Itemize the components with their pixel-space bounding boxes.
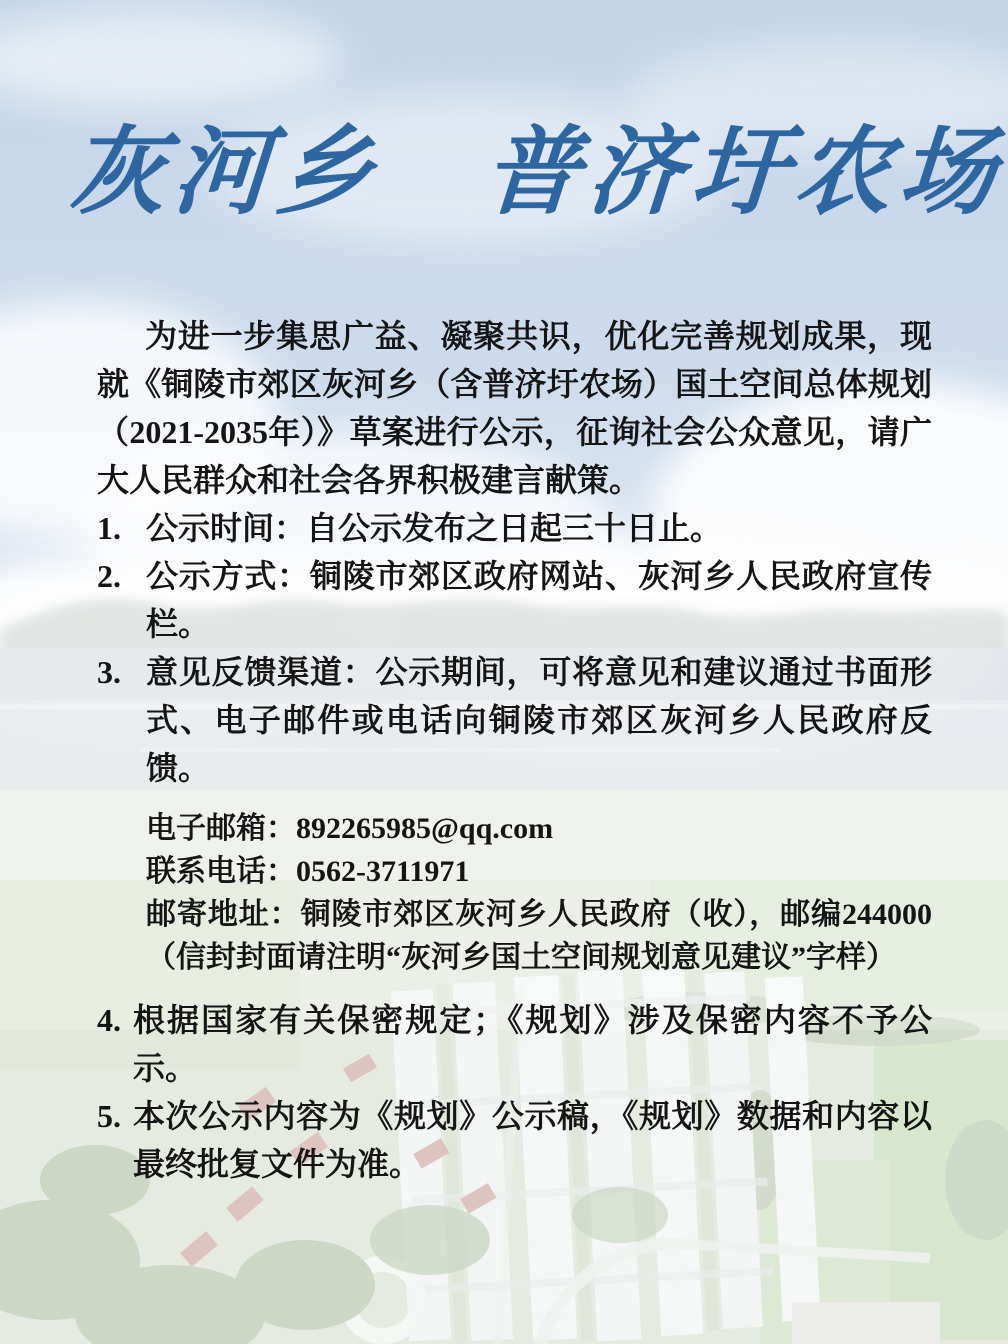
- list-item-1-number: 1.: [97, 510, 121, 546]
- email-line: [146, 807, 932, 850]
- phone-value: 0562-3711971: [296, 855, 470, 888]
- list-item-1: [97, 504, 932, 552]
- list-item-2-text: 公示方式：铜陵市郊区政府网站、灰河乡人民政府宣传栏。: [146, 558, 932, 642]
- list-item-4: [97, 996, 932, 1092]
- list-item-2-number: 2.: [97, 558, 121, 594]
- list-item-1-text: 公示时间：自公示发布之日起三十日止。: [146, 510, 723, 546]
- list-item-5: [97, 1092, 932, 1188]
- email-value: 892265985@qq.com: [296, 812, 554, 845]
- list-item-5-number: 5.: [97, 1098, 121, 1134]
- page-title: 灰河乡 普济圩农场: [65, 119, 1007, 226]
- address-value: 铜陵市郊区灰河乡人民政府（收），邮编244000（信封封面请注明“灰河乡国土空间规划意见建议”字样）: [146, 898, 933, 974]
- phone-label: 联系电话：: [146, 855, 296, 888]
- address-label: 邮寄地址：: [146, 898, 301, 931]
- list-item-3-text: 意见反馈渠道：公示期间，可将意见和建议通过书面形式、电子邮件或电话向铜陵市郊区灰河乡人民政府反馈。: [146, 654, 932, 786]
- contact-info: [146, 807, 932, 979]
- notice-body: [97, 312, 932, 1188]
- list-item-3: [97, 648, 932, 792]
- list-item-5-text: 本次公示内容为《规划》公示稿，《规划》数据和内容以最终批复文件为准。: [133, 1098, 932, 1182]
- email-label: 电子邮箱：: [146, 812, 296, 845]
- address-line: [146, 893, 932, 979]
- list-item-2: [97, 552, 932, 648]
- phone-line: [146, 850, 932, 893]
- list-item-3-number: 3.: [97, 654, 121, 690]
- intro-paragraph: 为进一步集思广益、凝聚共识，优化完善规划成果，现就《铜陵市郊区灰河乡（含普济圩农场）国土空间总体规划（2021-2035年）》草案进行公示，征询社会公众意见，请广大人民群众和社会各界积极建言献策。: [97, 318, 932, 498]
- list-item-4-text: 根据国家有关保密规定；《规划》涉及保密内容不予公示。: [133, 1002, 932, 1086]
- list-item-4-number: 4.: [97, 1002, 121, 1038]
